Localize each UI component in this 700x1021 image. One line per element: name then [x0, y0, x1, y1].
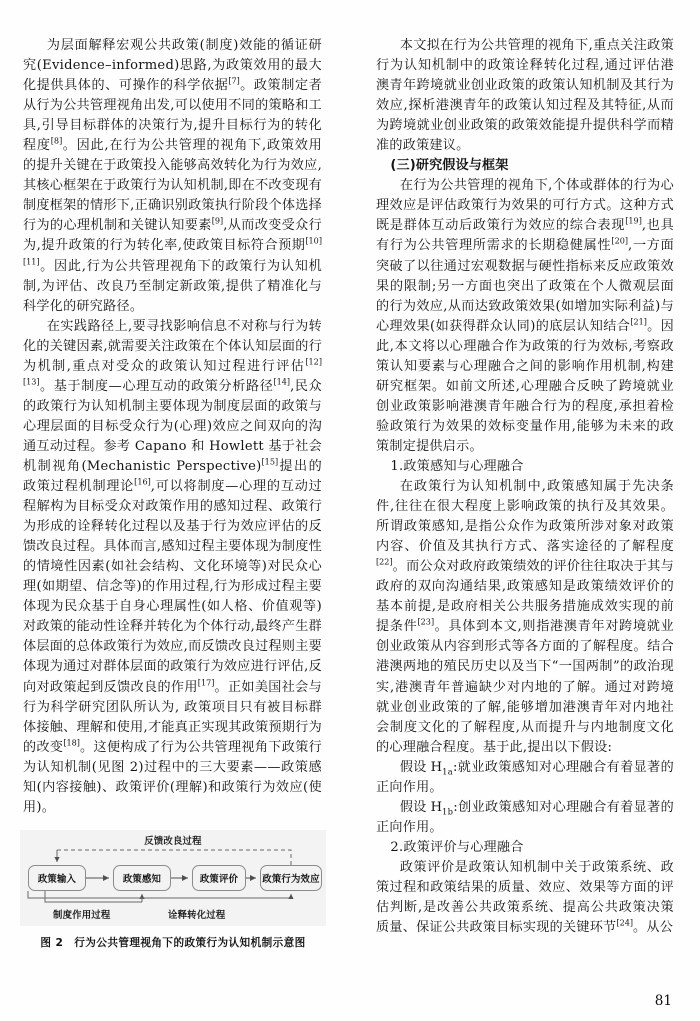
hypothesis-subscript: 1b — [442, 806, 454, 817]
reference-marker: [19] — [625, 216, 642, 227]
paragraph-practice-path: 在实践路径上,要寻找影响信息不对称与行为转化的关键因素,就需要关注政策在个体认知层面的行为机制,重点对受众的政策认知过程进行评估[12][13]。基于制度—心理互动的政策分析路径[14],民众的政策行为认知机制主要体现为制度层面的政策与心理层面的目标受众行为(心理)效应之间双向的沟通互动过程。参考 Capano 和 Howlett 基于社会机制视角(Mechanistic Perspective)[15]提出的政策过程机制理论[16],可以将制度—心理的互动过程解构为目标受众对政策作用的感知过程、政策行为形成的诠释转化过程以及基于行为效应评估的反馈改良过程。具体而言,感知过程主要体现为制度性的情境性因素(如社会结构、文化环境等)对民众心理(如期望、信念等)的作用过程,行为形成过程主要体现为民众基于自身心理属性(如人格、价值观等)对政策的能动性诠释并转化为个体行动,最终产生群体层面的总体政策行为效应,而反馈改良过程则主要体现为通过对群体层面的政策行为效应进行评估,反向对政策起到反馈改良的作用[17]。正如美国社会与行为科学研究团队所认为, 政策项目只有被目标群体接触、理解和使用,才能真正实现其政策预期行为的改变[18]。这便构成了行为公共管理视角下政策行为认知机制(见图 2)过程中的三大要素——政策感知(内容接触)、政策评价(理解)和政策行为效应(使用)。 — [23, 318, 322, 815]
reference-marker: [12][13] — [23, 356, 322, 387]
reference-marker: [14] — [273, 376, 291, 387]
figure-panel — [20, 830, 326, 926]
reference-marker: [17] — [197, 677, 215, 688]
node-policy-input: 政策输入 — [28, 865, 86, 891]
node-policy-perception: 政策感知 — [113, 865, 171, 891]
reference-marker: [15] — [261, 456, 279, 467]
paragraph-continued: 为层面解释宏观公共政策(制度)效能的循证研究(Evidence–informed)思路,为政策效用的最大化提供具体的、可操作的科学依据[7]。政策制定者从行为公共管理视角出发,可以使用不同的策略和工具,引导目标群体的决策行为,提升目标行为的转化程度[8]。因此,在行为公共管理的视角下,政策效用的提升关键在于政策投入能够高效转化为行为效应,其核心框架在于政策行为认知机制,即在不改变现有制度框架的情形下,正确识别政策执行阶段个体选择行为的心理机制和关键认知要素[9],从而改变受众行为,提升政策的行为转化率,使政策目标符合预期[10][11]。因此,行为公共管理视角下的政策行为认知机制,为评估、改良乃至制定新政策,提供了精准化与科学化的研究路径。 — [23, 38, 322, 314]
figure-2 — [20, 830, 326, 950]
hypothesis-prefix: 假设 H — [399, 799, 443, 815]
figure-caption-number: 图 2 — [40, 936, 64, 949]
paragraph-this-paper: 本文拟在行为公共管理的视角下,重点关注政策行为认知机制中的政策诠释转化过程,通过评估港澳青年跨境就业创业政策的政策认知机制及其行为效应,探析港澳青年的政策认知过程及其特征,从而为跨境就业创业政策的政策效能提升提供科学而精准的政策建议。 — [376, 38, 674, 154]
reference-marker: [20] — [611, 236, 629, 247]
figure-caption-text: 行为公共管理视角下的政策行为认知机制示意图 — [74, 936, 306, 949]
reference-marker: [7] — [228, 75, 240, 86]
label-interpretation-process: 诠释转化过程 — [168, 909, 226, 921]
figure-caption — [20, 935, 326, 950]
reference-marker: [9] — [211, 216, 224, 227]
figure-top-label: 反馈改良过程 — [144, 835, 202, 847]
reference-marker: [18] — [63, 737, 80, 748]
reference-marker: [21] — [630, 316, 647, 327]
hypothesis-subscript: 1a — [442, 766, 453, 777]
hypothesis-prefix: 假设 H — [399, 759, 443, 775]
paragraph-perception: 在政策行为认知机制中,政策感知属于先决条件,往往在很大程度上影响政策的执行及其效果。所谓政策感知,是指公众作为政策所涉对象对政策内容、价值及其执行方式、落实途径的了解程度[22]。而公众对政府政策绩效的评价往往取决于其与政府的双向沟通结果,政策感知是政策绩效评价的基本前提,是政府相关公共服务措施成效实现的前提条件[23]。具体到本文,则指港澳青年对跨境就业创业政策从内容到形式等各方面的了解程度。结合港澳两地的殖民历史以及当下“一国两制”的政治现实,港澳青年普遍缺少对内地的了解。通过对跨境就业创业政策的了解,能够增加港澳青年对内地社会制度文化的了解程度,从而提升与内地制度文化的心理融合程度。基于此,提出以下假设: — [376, 479, 674, 755]
reference-marker: [10][11] — [23, 236, 322, 267]
paragraph-evaluation: 政策评价是政策认知机制中关于政策系统、政策过程和政策结果的质量、效应、效果等方面的评估判断,是改善公共政策系统、提高公共政策决策质量、保证公共政策目标实现的关键环节[24]。从公 — [376, 859, 674, 936]
page-number: 81 — [654, 993, 672, 1009]
hypothesis-1b: 假设 $H_{1b}$:创业政策感知对心理融合有着显著的正向作用。 — [376, 799, 674, 835]
hypothesis-1a: 假设 $H_{1a}$:就业政策感知对心理融合有着显著的正向作用。 — [376, 759, 674, 795]
node-policy-evaluation: 政策评价 — [192, 865, 246, 891]
reference-marker: [22] — [376, 556, 393, 567]
node-policy-behavior-effect: 政策行为效应 — [260, 865, 322, 891]
subheading-evaluation-fusion: 2.政策评价与心理融合 — [390, 839, 524, 855]
paragraph-framework: 在行为公共管理的视角下,个体或群体的行为心理效应是评估政策行为效果的可行方式。这种方式既是群体互动后政策行为效应的综合表现[19],也具有行为公共管理所需求的长期稳健属性[20],一方面突破了以往通过宏观数据与硬性指标来反应政策效果的限制;另一方面也突出了政策在个人微观层面的行为效应,从而达致政策效果(如增加实际利益)与心理效果(如获得群众认同)的底层认知结合[21]。因此,本文将以心理融合作为政策的行为效标,考察政策认知要素与心理融合之间的影响作用机制,构建研究框架。如前文所述,心理融合反映了跨境就业创业政策影响港澳青年融合行为的程度,承担着检验政策行为效果的效标变量作用,能够为未来的政策制定提供启示。 — [376, 178, 674, 454]
reference-marker: [23] — [417, 617, 435, 627]
reference-marker: [16] — [134, 476, 151, 487]
right-column — [350, 0, 700, 1021]
label-institution-process: 制度作用过程 — [53, 909, 111, 921]
reference-marker: [8] — [50, 135, 63, 146]
heading-research-hypothesis: (三)研究假设与框架 — [390, 158, 509, 174]
reference-marker: [24] — [616, 917, 634, 928]
subheading-perception-fusion: 1.政策感知与心理融合 — [390, 458, 524, 474]
